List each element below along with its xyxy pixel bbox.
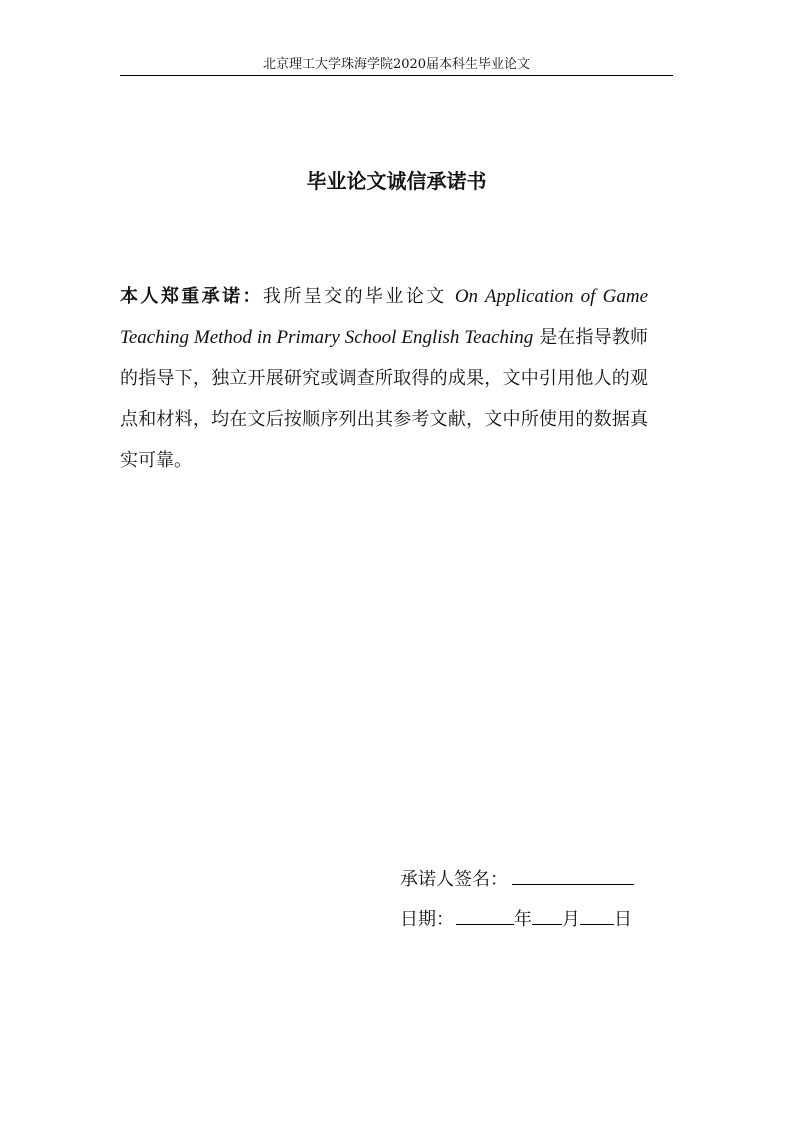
day-blank[interactable] (580, 902, 614, 925)
thesis-title: On Application of Game Teaching Method in Primary School English Teaching (120, 286, 648, 348)
signer-blank[interactable] (512, 862, 634, 885)
document-title: 毕业论文诚信承诺书 (306, 169, 487, 193)
statement-lead: 本人郑重承诺： (120, 286, 263, 307)
month-label: 月 (562, 909, 580, 930)
header-rule (120, 75, 673, 76)
statement-part2: 是在指导教师的指导下，独立开展研究或调查所取得的成果，文中引用他人的观点和材料，均在文后按顺序列出其参考文献，文中所使用的数据真实可靠。 (120, 327, 648, 471)
date-label: 日期： (400, 909, 454, 930)
month-blank[interactable] (532, 902, 562, 925)
signer-line (400, 860, 660, 900)
signature-block (400, 860, 660, 940)
date-line (400, 900, 660, 940)
running-header: 北京理工大学珠海学院2020届本科生毕业论文 (262, 57, 531, 72)
statement-paragraph (120, 276, 648, 481)
year-blank[interactable] (456, 902, 514, 925)
signer-label: 承诺人签名： (400, 869, 508, 890)
day-label: 日 (614, 909, 632, 930)
year-label: 年 (514, 909, 532, 930)
statement-part1: 我所呈交的毕业论文 (262, 286, 447, 307)
